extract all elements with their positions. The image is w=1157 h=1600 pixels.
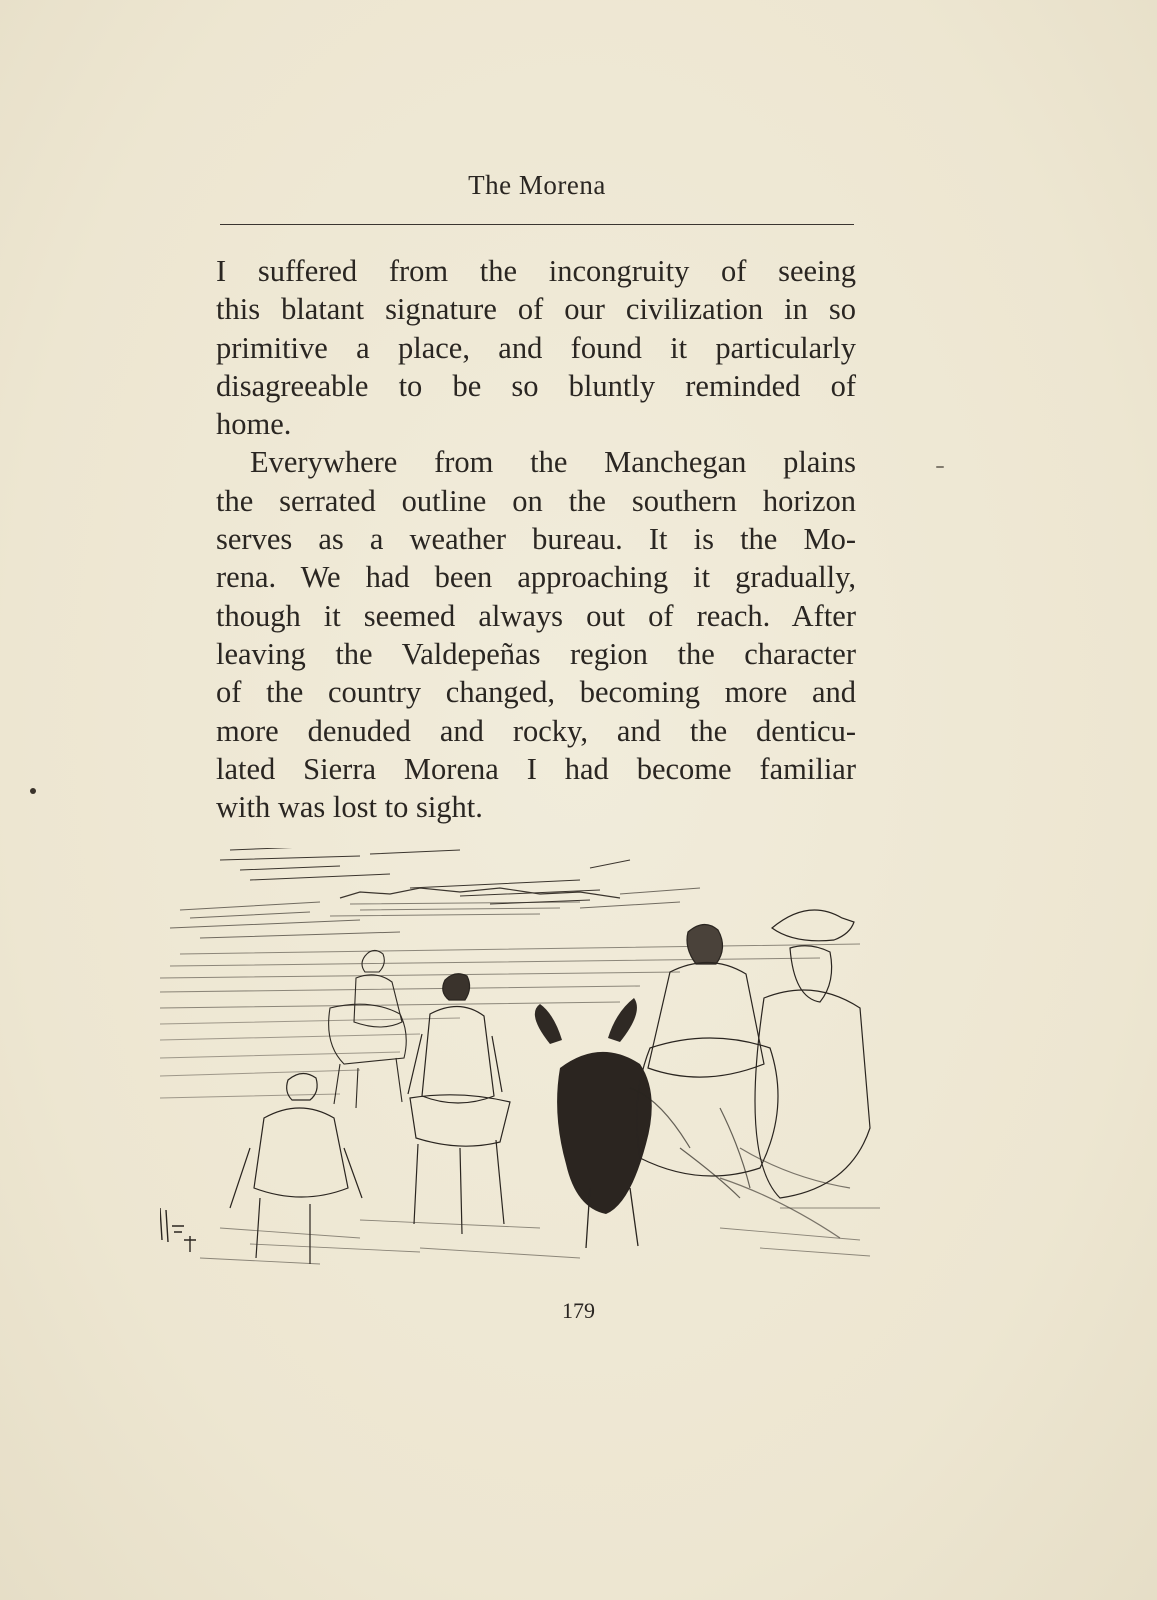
page-number: 179 bbox=[562, 1298, 595, 1323]
body-text bbox=[216, 252, 856, 826]
header-rule bbox=[220, 224, 854, 225]
text-line: this blatant signature of our civilization in so bbox=[216, 292, 856, 327]
text-line: leaving the Valdepeñas region the character bbox=[216, 636, 856, 671]
text-line: of the country changed, becoming more and bbox=[216, 675, 856, 710]
text-line: the serrated outline on the southern horizon bbox=[216, 483, 856, 518]
donkey-riders-illustration bbox=[160, 848, 890, 1280]
text-line: though it seemed always out of reach. After bbox=[216, 598, 856, 633]
text-line: lated Sierra Morena I had become familiar bbox=[216, 751, 856, 786]
ink-speck bbox=[936, 466, 944, 468]
text-line: Everywhere from the Manchegan plains bbox=[250, 445, 856, 480]
text-line: rena. We had been approaching it gradually, bbox=[216, 560, 856, 595]
text-line: primitive a place, and found it particularly bbox=[216, 330, 856, 365]
text-line: I suffered from the incongruity of seeing bbox=[216, 254, 856, 288]
text-line: more denuded and rocky, and the denticu- bbox=[216, 713, 856, 748]
text-line: disagreeable to be so bluntly reminded of bbox=[216, 368, 856, 403]
running-head: The Morena bbox=[468, 170, 606, 200]
ink-speck bbox=[30, 788, 36, 794]
text-line: with was lost to sight. bbox=[216, 790, 483, 825]
text-line: serves as a weather bureau. It is the Mo- bbox=[216, 522, 856, 557]
text-line: home. bbox=[216, 407, 292, 442]
